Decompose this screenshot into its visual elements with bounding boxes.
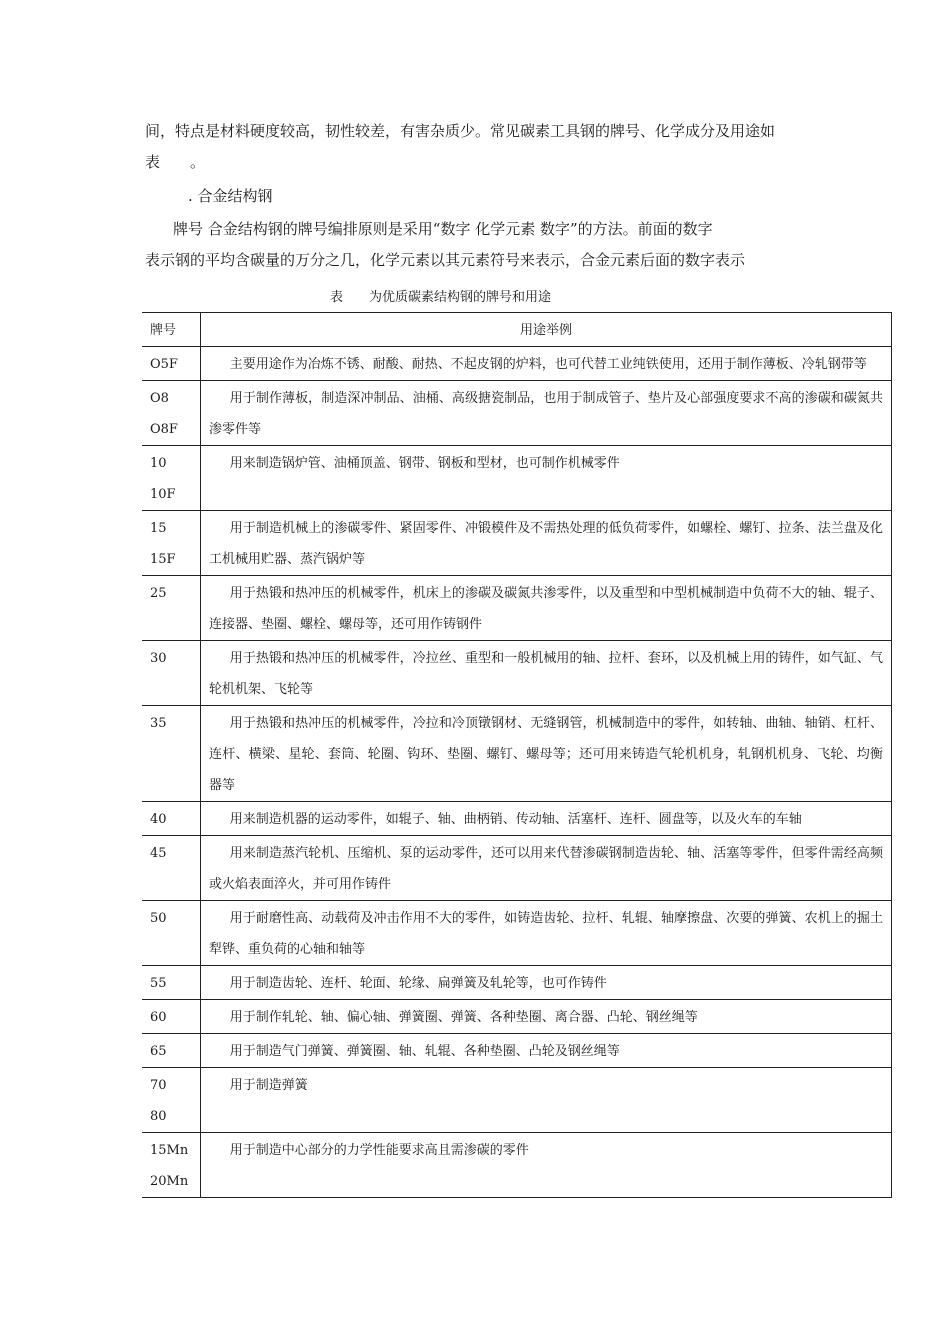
brand-code: 20Mn <box>150 1174 189 1189</box>
brand-cell <box>142 381 201 446</box>
use-cell <box>201 1000 892 1034</box>
section-heading: . 合金结构钢 <box>188 187 273 205</box>
use-description: 用于热锻和热冲压的机械零件，冷拉和冷顶镦钢材、无缝钢管，机械制造中的零件，如转轴、曲轴、轴销、杠杆、连杆、横梁、星轮、套筒、轮圈、钩环、垫圈、螺钉、螺母等；还可用来铸造气轮机机身，轧钢机机身、飞轮、均衡器等 <box>209 716 883 793</box>
table-row <box>142 802 892 836</box>
brand-code: 15Mn <box>150 1143 189 1158</box>
table-row <box>142 966 892 1000</box>
table-row <box>142 576 892 641</box>
brand-code: 15F <box>150 552 176 567</box>
brand-cell <box>142 706 201 802</box>
use-cell <box>201 347 892 381</box>
brand-code: 35 <box>150 716 167 731</box>
use-cell <box>201 576 892 641</box>
use-cell <box>201 381 892 446</box>
use-description: 用来制造机器的运动零件，如辊子、轴、曲柄销、传动轴、活塞杆、连杆、圆盘等，以及火车的车轴 <box>229 812 802 827</box>
brand-column-header: 牌号 <box>142 313 201 347</box>
use-description: 用于制造气门弹簧、弹簧圈、轴、轧辊、各种垫圈、凸轮及钢丝绳等 <box>229 1044 620 1059</box>
brand-code: O8F <box>150 422 178 437</box>
brand-code: 60 <box>150 1010 167 1025</box>
table-row <box>142 446 892 511</box>
body-paragraph-line: 表示钢的平均含碳量的万分之几，化学元素以其元素符号来表示，合金元素后面的数字表示 <box>145 251 746 269</box>
use-description: 用于耐磨性高、动载荷及冲击作用不大的零件，如铸造齿轮、拉杆、轧辊、轴摩擦盘、次要的弹簧、农机上的掘土犁铧、重负荷的心轴和轴等 <box>209 911 883 957</box>
brand-code: 65 <box>150 1044 167 1059</box>
brand-cell <box>142 1034 201 1068</box>
brand-code: 25 <box>150 586 167 601</box>
table-row <box>142 1034 892 1068</box>
table-row <box>142 381 892 446</box>
use-description: 用来制造蒸汽轮机、压缩机、泵的运动零件，还可以用来代替渗碳钢制造齿轮、轴、活塞等零件，但零件需经高频或火焰表面淬火，并可用作铸件 <box>209 846 883 892</box>
use-column-header: 用途举例 <box>201 313 892 347</box>
table-caption: 表 为优质碳素结构钢的牌号和用途 <box>330 290 552 305</box>
use-description: 用于制造弹簧 <box>229 1078 308 1093</box>
brand-code: 15 <box>150 521 167 536</box>
use-cell <box>201 901 892 966</box>
brand-cell <box>142 446 201 511</box>
table-row <box>142 1000 892 1034</box>
brand-cell <box>142 576 201 641</box>
brand-cell <box>142 641 201 706</box>
table-row <box>142 641 892 706</box>
table-header-row <box>142 313 892 347</box>
use-cell <box>201 641 892 706</box>
brand-cell <box>142 347 201 381</box>
brand-cell <box>142 836 201 901</box>
brand-cell <box>142 802 201 836</box>
brand-cell <box>142 1133 201 1198</box>
use-description: 用于制作薄板，制造深冲制品、油桶、高级搪瓷制品，也用于制成管子、垫片及心部强度要求不高的渗碳和碳氮共渗零件等 <box>209 391 883 437</box>
brand-code: 70 <box>150 1078 167 1093</box>
table-row <box>142 347 892 381</box>
table-row <box>142 1133 892 1198</box>
table-row <box>142 836 892 901</box>
use-cell <box>201 706 892 802</box>
use-description: 用于制造中心部分的力学性能要求高且需渗碳的零件 <box>229 1143 529 1158</box>
use-cell <box>201 1068 892 1133</box>
brand-code: 45 <box>150 846 167 861</box>
use-cell <box>201 446 892 511</box>
brand-code: 40 <box>150 812 167 827</box>
brand-cell <box>142 901 201 966</box>
use-cell <box>201 1133 892 1198</box>
use-cell <box>201 802 892 836</box>
table-row <box>142 1068 892 1133</box>
use-cell <box>201 511 892 576</box>
table-row <box>142 511 892 576</box>
use-cell <box>201 1034 892 1068</box>
body-paragraph <box>145 214 815 276</box>
brand-code: O8 <box>150 391 169 406</box>
brand-code: 50 <box>150 911 167 926</box>
brand-code: 80 <box>150 1109 167 1124</box>
brand-code: 10 <box>150 456 167 471</box>
intro-paragraph: 间，特点是材料硬度较高，韧性较差，有害杂质少。常见碳素工具钢的牌号、化学成分及用途如表 。 <box>145 122 776 171</box>
use-cell <box>201 966 892 1000</box>
use-description: 用于制造机械上的渗碳零件、紧固零件、冲锻模件及不需热处理的低负荷零件，如螺栓、螺钉、拉条、法兰盘及化工机械用贮器、蒸汽锅炉等 <box>209 521 883 567</box>
brand-cell <box>142 1068 201 1133</box>
steel-grade-table <box>142 312 892 1198</box>
brand-code: 10F <box>150 487 176 502</box>
use-cell <box>201 836 892 901</box>
brand-code: O5F <box>150 357 178 372</box>
use-description: 主要用途作为冶炼不锈、耐酸、耐热、不起皮钢的炉料，也可代替工业纯铁使用，还用于制作薄板、冷轧钢带等 <box>229 357 867 372</box>
use-description: 用于热锻和热冲压的机械零件，机床上的渗碳及碳氮共渗零件，以及重型和中型机械制造中负荷不大的轴、辊子、连接器、垫圈、螺栓、螺母等，还可用作铸钢件 <box>209 586 883 632</box>
brand-cell <box>142 511 201 576</box>
table-row <box>142 901 892 966</box>
brand-cell <box>142 966 201 1000</box>
brand-code: 55 <box>150 976 167 991</box>
use-description: 用于热锻和热冲压的机械零件，冷拉丝、重型和一般机械用的轴、拉杆、套环，以及机械上用的铸件，如气缸、气轮机机架、飞轮等 <box>209 651 883 697</box>
table-body <box>142 347 892 1198</box>
table-row <box>142 706 892 802</box>
use-description: 用于制作轧轮、轴、偏心轴、弹簧圈、弹簧、各种垫圈、离合器、凸轮、钢丝绳等 <box>229 1010 698 1025</box>
brand-code: 30 <box>150 651 167 666</box>
brand-cell <box>142 1000 201 1034</box>
use-description: 用来制造锅炉管、油桶顶盖、钢带、钢板和型材，也可制作机械零件 <box>229 456 620 471</box>
body-paragraph-line: 牌号 合金结构钢的牌号编排原则是采用“数字 化学元素 数字”的方法。前面的数字 <box>173 220 713 238</box>
use-description: 用于制造齿轮、连杆、轮面、轮缘、扁弹簧及轧轮等，也可作铸件 <box>229 976 607 991</box>
